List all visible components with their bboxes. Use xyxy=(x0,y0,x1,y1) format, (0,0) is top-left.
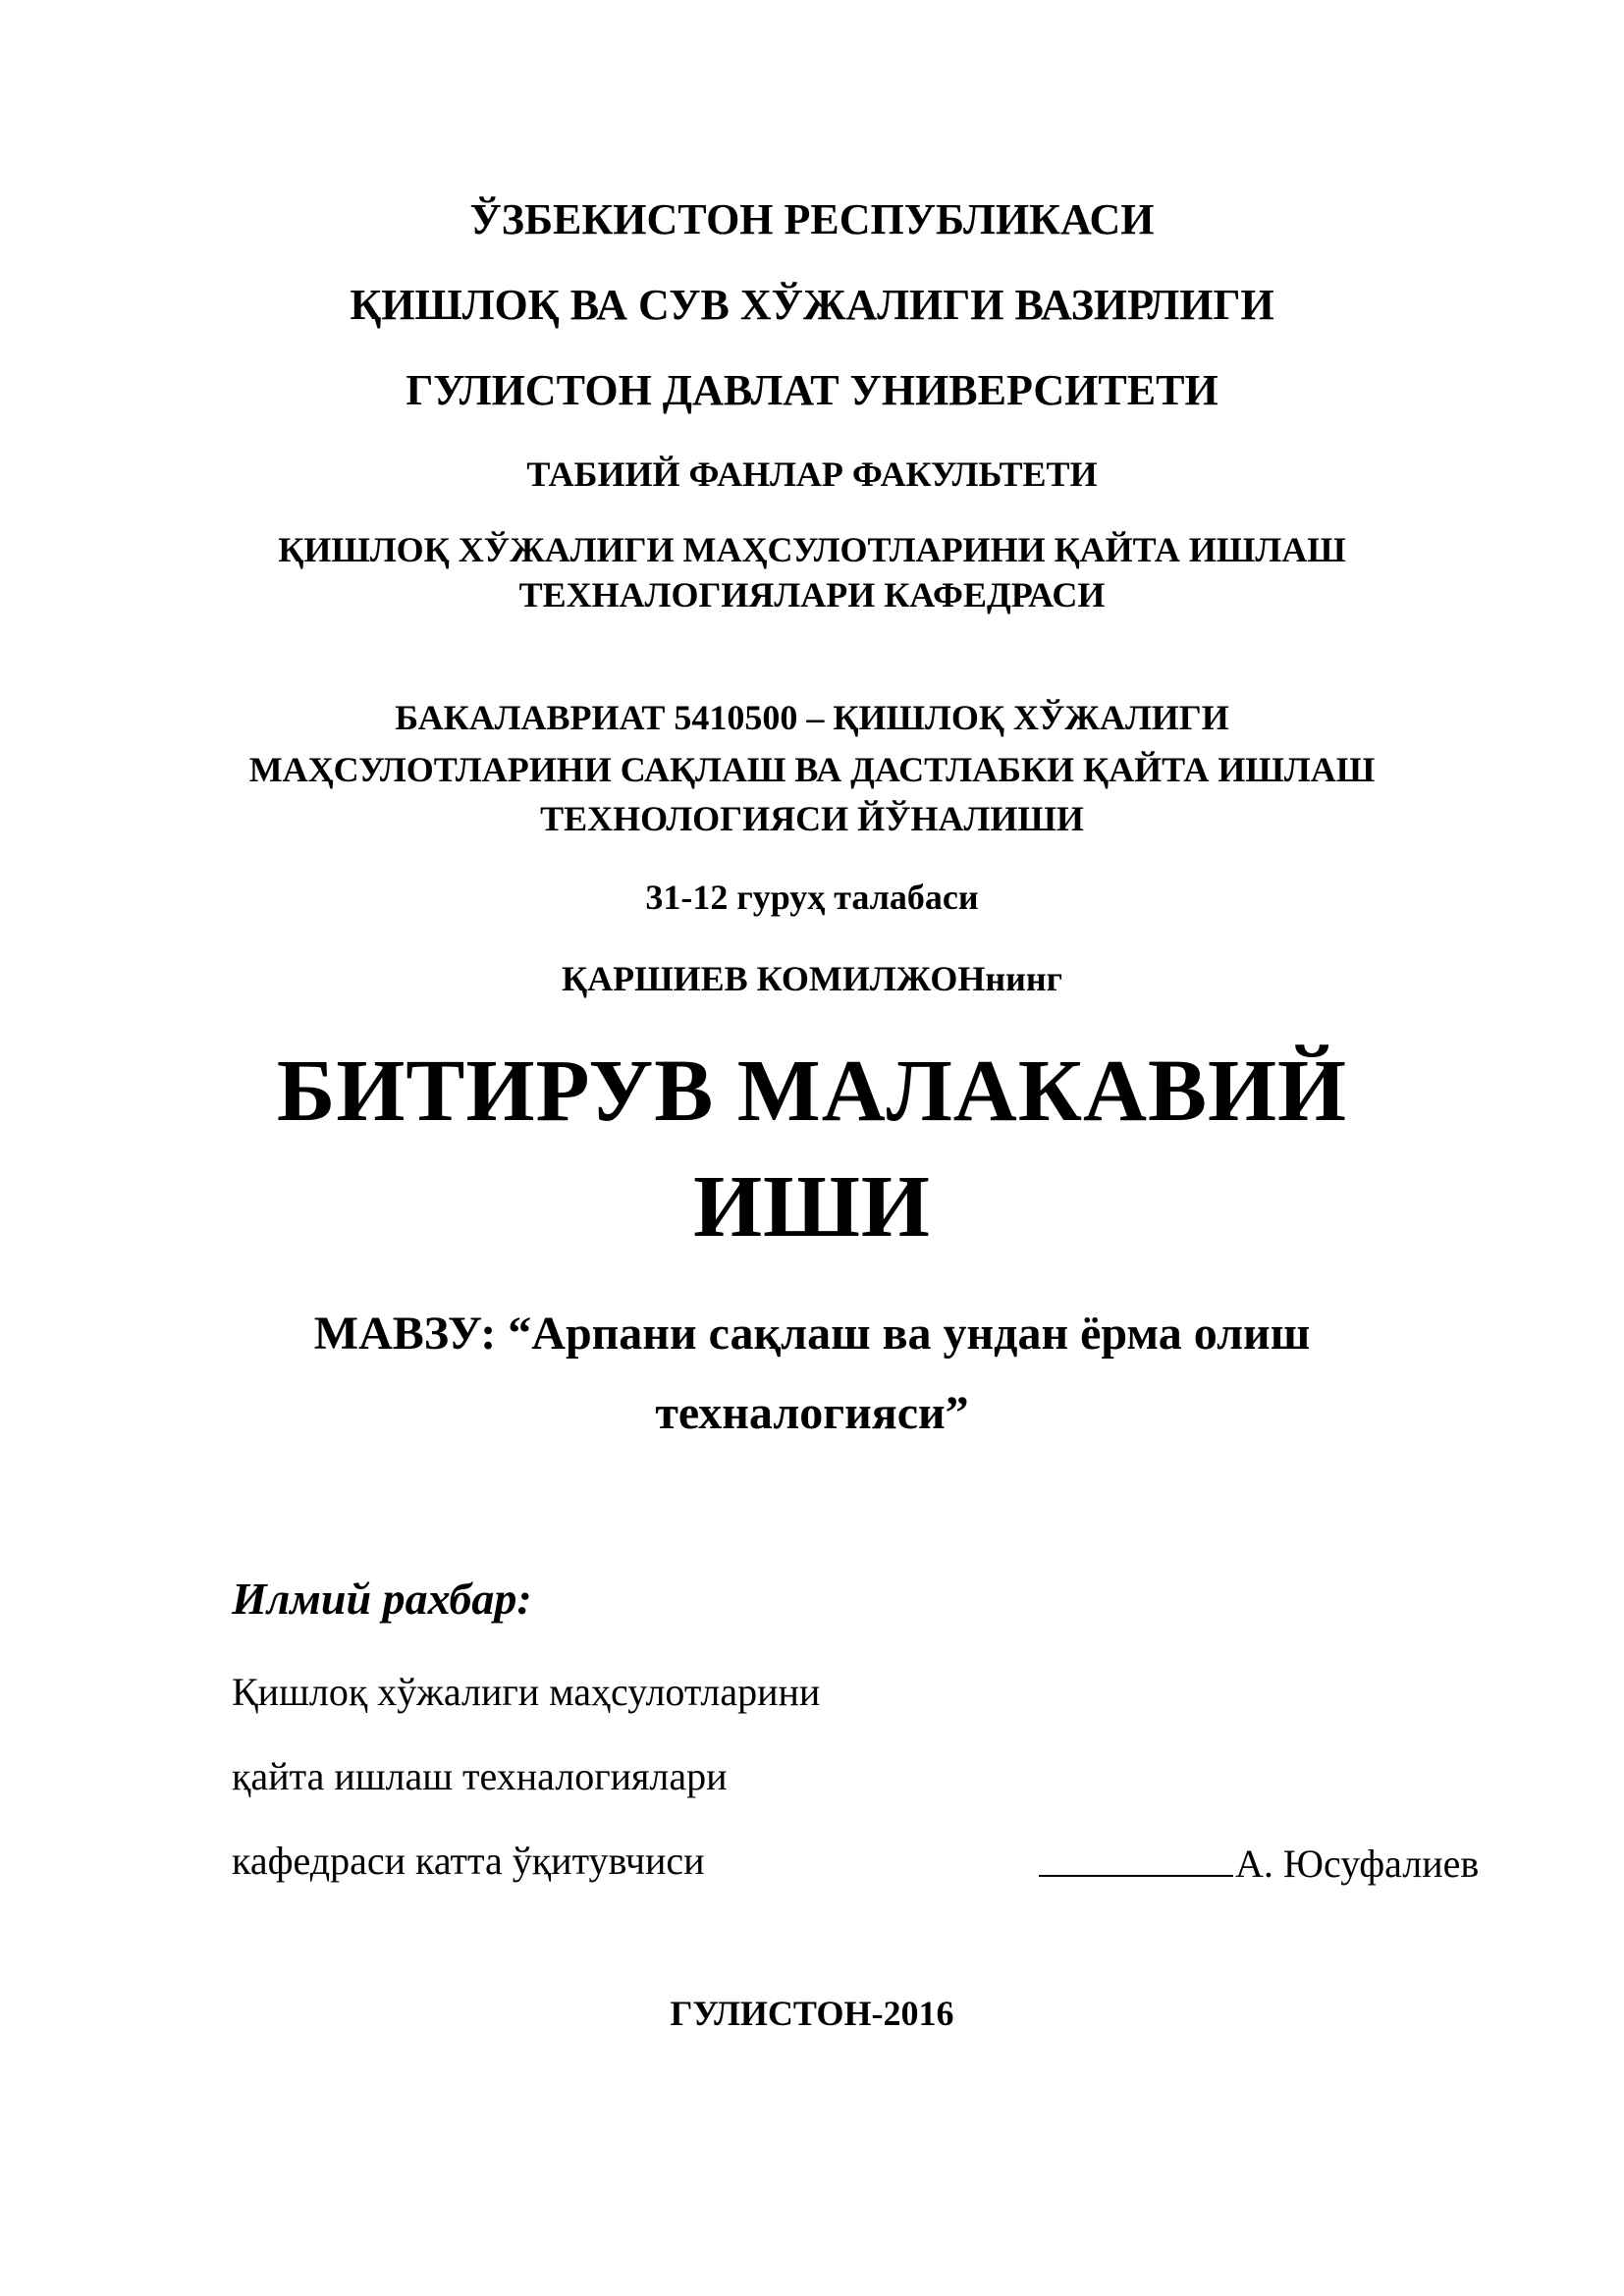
student-group: 31-12 гуруҳ талабаси xyxy=(645,878,979,917)
topic-line1: МАВЗУ: “Арпани сақлаш ва ундан ёрма олиш xyxy=(313,1308,1311,1360)
supervisor-label: Илмий рахбар: xyxy=(232,1574,532,1624)
signature-line xyxy=(1039,1838,1233,1877)
topic-line2: техналогияси” xyxy=(655,1387,969,1439)
place-year: ГУЛИСТОН-2016 xyxy=(670,1994,954,2033)
program-line3: ТЕХНОЛОГИЯСИ ЙЎНАЛИШИ xyxy=(540,799,1084,838)
work-title-line1: БИТИРУВ МАЛАКАВИЙ xyxy=(276,1042,1348,1140)
department-heading-line1: ҚИШЛОҚ ХЎЖАЛИГИ МАҲСУЛОТЛАРИНИ ҚАЙТА ИШЛАШ xyxy=(278,530,1346,569)
supervisor-line1: Қишлоқ хўжалиги маҳсулотларини xyxy=(232,1670,821,1714)
supervisor-line2: қайта ишлаш техналогиялари xyxy=(232,1754,728,1798)
student-name: ҚАРШИЕВ КОМИЛЖОНнинг xyxy=(562,959,1062,998)
republic-heading: ЎЗБЕКИСТОН РЕСПУБЛИКАСИ xyxy=(469,195,1155,243)
department-heading-line2: ТЕХНАЛОГИЯЛАРИ КАФЕДРАСИ xyxy=(518,575,1106,614)
program-line2: МАҲСУЛОТЛАРИНИ САҚЛАШ ВА ДАСТЛАБКИ ҚАЙТА ИШЛАШ xyxy=(248,750,1376,789)
supervisor-name: А. Юсуфалиев xyxy=(1235,1842,1480,1886)
supervisor-line3: кафедраси катта ўқитувчиси xyxy=(232,1839,705,1883)
supervisor-signature xyxy=(1039,1838,1479,1887)
program-line1: БАКАЛАВРИАТ 5410500 – ҚИШЛОҚ ХЎЖАЛИГИ xyxy=(395,698,1229,737)
university-heading: ГУЛИСТОН ДАВЛАТ УНИВЕРСИТЕТИ xyxy=(406,366,1218,414)
ministry-heading: ҚИШЛОҚ ВА СУВ ХЎЖАЛИГИ ВАЗИРЛИГИ xyxy=(350,281,1274,329)
faculty-heading: ТАБИИЙ ФАНЛАР ФАКУЛЬТЕТИ xyxy=(526,454,1098,494)
work-title-line2: ИШИ xyxy=(693,1158,931,1255)
